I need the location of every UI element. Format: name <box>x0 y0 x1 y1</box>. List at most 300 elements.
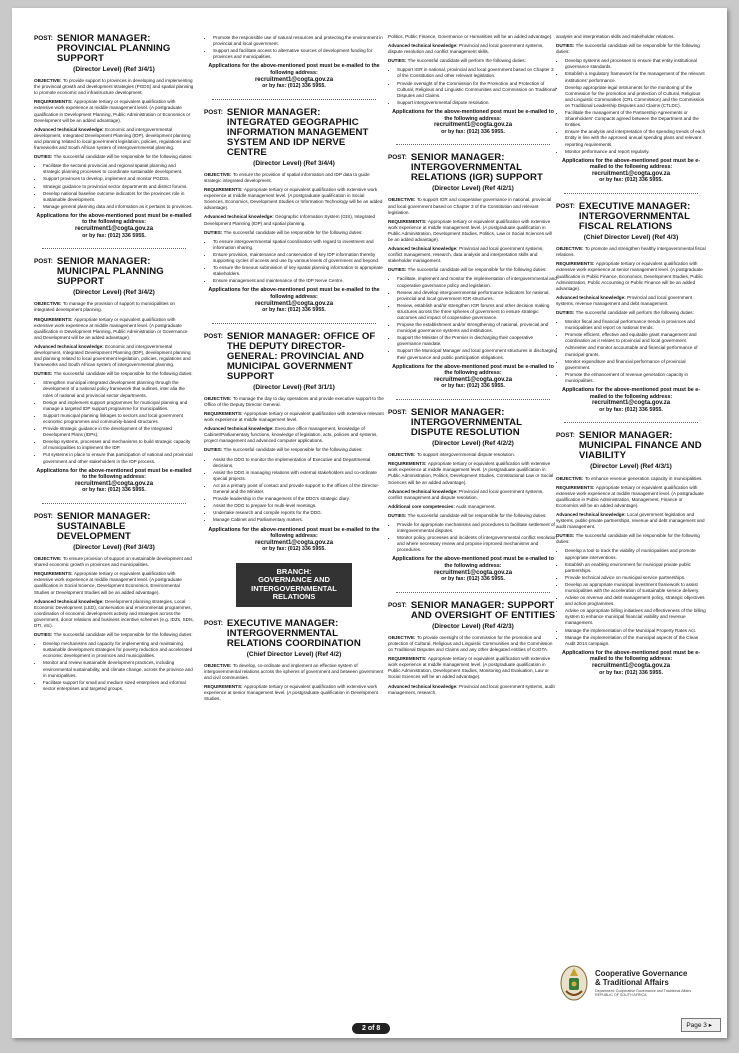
duty-item: • Monitor performance and report regularly. <box>565 149 706 155</box>
ad-gis-idp-nerve-centre <box>204 108 384 314</box>
ad-sustainable-development-continued <box>204 35 384 90</box>
duties-text: The successful candidate will be responsible for the following duties: <box>407 267 547 273</box>
duty-item: • Facilitate, implement and monitor the implementation of intergovernmental and cooperative governance policy and legislation. <box>397 276 558 288</box>
post-label: POST: <box>204 619 223 627</box>
post-label: POST: <box>556 432 575 440</box>
ad-title: SENIOR MANAGER: SUSTAINABLE DEVELOPMENT <box>56 510 151 542</box>
duty-item: • Provide oversight of the Commission for the Promotion and Protection of Cultural, Religious and Linguistic Communities and Commission on Traditional Disputes and Claims. <box>397 81 558 99</box>
ad-reference: (Director Level) (Ref 4/2/1) <box>432 185 514 193</box>
requirements-text: Appropriate tertiary or equivalent qualification with extensive work experience at middle management level. (A postgraduate qualification in Development Planning, Public Administration or Governance and Development will be an added advantage). <box>34 316 188 340</box>
objective-label: OBJECTIVE: <box>204 662 233 668</box>
page-number: 2 of 8 <box>352 1023 390 1034</box>
apply-email[interactable]: recruitment1@cogta.gov.za <box>74 226 154 233</box>
duties-label: DUTIES: <box>388 58 408 64</box>
branch-line-1: BRANCH: <box>276 566 312 576</box>
apply-email[interactable]: recruitment1@cogta.gov.za <box>591 170 671 177</box>
vacancy-page <box>12 8 727 1038</box>
duties <box>204 447 384 453</box>
objective-label: OBJECTIVE: <box>34 78 63 84</box>
requirements-label: REQUIREMENTS: <box>204 684 244 690</box>
knowledge-text: Economic and intergovernmental development, Integrated Development Planning (IDP), development planning and planning related to local government legislation, policies, regulations and frameworks and South African system of intergovernmental planning. <box>34 343 191 368</box>
requirements-label: REQUIREMENTS: <box>204 187 244 193</box>
knowledge <box>204 214 384 226</box>
apply-fax: or by fax: (012) 336 5955. <box>441 383 505 390</box>
requirements-label: REQUIREMENTS: <box>34 316 74 322</box>
duty-item: • Develop appropriate legal instruments for the monitoring of the Commission for the promotion and protection of Cultural, Religious and Linguistic Communities (CRL Commission) and the Commission on Traditional Leadership Disputes and Claims (CTLDC). <box>565 85 706 109</box>
requirements <box>388 461 558 485</box>
ad-reference: (Director Level) (Ref 3/4/4) <box>253 159 335 167</box>
duty-item: • Promote the responsible use of natural resources and protecting the environment in provincial and local government. <box>213 35 384 47</box>
ad-header <box>388 601 558 621</box>
duty-item: • Ensure provision, maintenance and conservation of key IDP information thereby supporting cycles of access and use by various levels of government and beyond. <box>213 252 384 264</box>
duty-item: • Design and implement support programmes for municipal planning and manage a targeted IDP support programme for municipalities. <box>43 400 194 412</box>
objective-text: To manage the provision of support to municipalities on integrated development planning. <box>34 301 175 313</box>
duties <box>556 310 706 316</box>
requirements <box>34 317 194 341</box>
requirements <box>34 99 194 123</box>
duty-item: • Facilitate the management of the Partnership Agreements or Shareholders' Compacts agreed between the Department and the Entities. <box>565 110 706 128</box>
knowledge-label: Advanced technical knowledge: <box>388 246 459 252</box>
duty-item: • Act as a primary point of contact and provide support to the offices of the Director-General and the Minister. <box>213 483 384 495</box>
duty-item: • Assist the DDG to monitor the implementation of Executive and Departmental decisions. <box>213 457 384 469</box>
duty-item: • Advise on revenue and debt management policy, strategic objectives and action programmes. <box>565 595 706 607</box>
ad-title: SENIOR MANAGER: INTERGOVERNMENTAL DISPUTE RESOLUTION <box>410 407 522 439</box>
objective-text: To support intergovernmental dispute resolution. <box>416 452 515 458</box>
logo-line-1: Cooperative Governance <box>595 968 688 978</box>
objective <box>204 396 384 408</box>
knowledge <box>204 426 384 444</box>
branch-banner <box>236 563 352 607</box>
next-page-label: Page 3 <box>686 1022 707 1029</box>
objective-text: To ensure the provision of spatial information and IDP data to guide strategic integrated development. <box>204 171 370 183</box>
objective <box>34 556 194 568</box>
duty-item: • Promote the enhancement of revenue generation capacity in municipalities. <box>565 372 706 384</box>
apply-fax: or by fax: (012) 336 5955. <box>262 307 326 314</box>
objective-label: OBJECTIVE: <box>204 395 233 401</box>
requirements-label: REQUIREMENTS: <box>204 411 244 416</box>
duties <box>556 533 706 545</box>
apply-text: Applications for the above-mentioned post must be e-mailed to the following address: <box>392 556 554 570</box>
requirements-text: Appropriate tertiary or equivalent qualification with extensive work experience at senior management level. (A postgraduate qualification in Public Finance, Economics, Development Studies, Public Administration, Public Accounting or Public Finance will be an added advantage). <box>556 261 703 291</box>
post-label: POST: <box>204 332 223 340</box>
ad-header <box>34 512 194 542</box>
ad-reference: (Director Level) (Ref 4/2/3) <box>432 622 514 630</box>
duty-item: • Establish an enabling environment for municipal private public partnerships. <box>565 562 706 574</box>
ad-title: SENIOR MANAGER: SUPPORT AND OVERSIGHT OF ENTITIES <box>410 599 556 621</box>
duties-list <box>213 35 384 60</box>
duty-item: • Develop an appropriate municipal investment framework to assist municipalities with the acceleration of sustainable service delivery. <box>565 582 706 594</box>
duty-item: • Support the Minister of the Premier in discharging their cooperative governance mandate. <box>397 335 558 347</box>
duties-list <box>397 67 558 106</box>
duties-text: The successful candidate will be responsible for the following duties: <box>53 632 193 638</box>
requirements <box>204 411 384 423</box>
duty-item: • Facilitate the sectoral provincial and regional spatial planning and strategic planning processes to coordinate sustainable development. <box>43 163 194 175</box>
duties-list <box>43 641 194 692</box>
duties-label: DUTIES: <box>204 229 224 235</box>
extra-text: Audit management. <box>455 503 496 509</box>
apply-fax: or by fax: (012) 336 5955. <box>441 576 505 583</box>
separator <box>212 323 376 324</box>
ad-title: SENIOR MANAGER: INTEGRATED GEOGRAPHIC INFORMATION MANAGEMENT SYSTEM AND IDP NERVE CENTRE <box>226 106 369 158</box>
duty-item: • Propose the establishment and/or strengthening of national, provincial and municipal governance systems and institutions. <box>397 322 558 334</box>
apply-fax: or by fax: (012) 336 5955. <box>82 487 146 494</box>
application-instructions <box>34 468 194 494</box>
objective-label: OBJECTIVE: <box>204 171 233 177</box>
objective <box>204 663 384 681</box>
branch-line-4: RELATIONS <box>272 592 316 602</box>
apply-fax: or by fax: (012) 336 5955. <box>441 128 505 135</box>
ad-header <box>204 619 384 649</box>
ad-provincial-planning-support <box>34 34 194 239</box>
requirements <box>388 219 558 243</box>
duty-item: • Provide for appropriate mechanisms and procedures to facilitate settlement of intergovernmental disputes. <box>397 522 558 534</box>
apply-text: Applications for the above-mentioned post must be e-mailed to the following address: <box>561 649 701 663</box>
apply-fax: or by fax: (012) 336 5955. <box>262 83 326 90</box>
duties-list <box>397 276 558 360</box>
duties-list <box>565 319 706 384</box>
objective <box>388 635 558 653</box>
application-instructions <box>388 556 558 582</box>
duty-item: • Strategic guidance to provincial sector departments and district forums. <box>43 184 194 190</box>
duty-item: • Review and develop intergovernmental performance indicators for national, provincial and local government IGR structures. <box>397 290 558 302</box>
objective-label: OBJECTIVE: <box>388 197 417 203</box>
knowledge-text: Provincial and local government systems, conflict management and dispute resolution. <box>388 488 544 500</box>
knowledge <box>34 127 194 151</box>
ad-header <box>204 108 384 158</box>
apply-text: Applications for the above-mentioned post must be e-mailed to the following address: <box>392 108 554 122</box>
knowledge <box>34 344 194 368</box>
ad-reference: (Director Level) (Ref 3/4/2) <box>73 289 155 297</box>
column-2 <box>204 34 384 712</box>
apply-email[interactable]: recruitment1@cogta.gov.za <box>74 480 154 487</box>
duty-item: • Provide leadership in the management of the DDG's strategic diary. <box>213 496 384 502</box>
knowledge-label: Advanced technical knowledge: <box>204 426 275 432</box>
apply-fax: or by fax: (012) 336 5955. <box>82 232 146 239</box>
separator <box>42 503 186 504</box>
ad-dispute-resolution <box>388 408 558 583</box>
requirements <box>556 261 706 291</box>
objective <box>34 78 194 96</box>
duty-item: • Support municipal planning linkages to sectors and local government economic programmes and community-based structures. <box>43 413 194 425</box>
knowledge <box>556 512 706 530</box>
post-label: POST: <box>388 601 407 609</box>
duties <box>204 230 384 236</box>
cogta-logo <box>558 960 720 1006</box>
logo-line-2: & Traditional Affairs <box>595 977 669 987</box>
duty-item: • Assist the DDG in managing relations with external stakeholders and co-ordinate special projects. <box>213 470 384 482</box>
knowledge-text: Geographic Information System (GIS), Integrated Development Planning (IDP) and spatial planning. <box>204 214 376 226</box>
ad-municipal-finance-viability <box>556 431 706 676</box>
knowledge-text: Provincial and local government systems, revenue management and debt management. <box>556 294 693 306</box>
objective-text: To provide oversight of the commission for the promotion and protection of Cultural, Religious and Linguistic Communities and the Commission on Traditional Disputes and Claims and any other delegated entities of CoGTA. <box>388 634 553 653</box>
ad-title: SENIOR MANAGER: OFFICE OF THE DEPUTY DIRECTOR-GENERAL: PROVINCIAL AND MUNICIPAL GOVERNMENT SUPPORT <box>226 330 376 382</box>
duty-item: • Review, establish and/or strengthen IGR forums and other decision making structures across the three spheres of government to ensure strategic outcomes and impact of cooperative governance. <box>397 303 558 321</box>
duty-item: • Monitor policy, processes and incidents of intergovernmental conflict resolution and where necessary review and propose improved mechanisms and procedures. <box>397 535 558 553</box>
duties-list <box>397 522 558 553</box>
post-label: POST: <box>34 258 53 266</box>
duties <box>34 371 194 377</box>
logo-line-3: Department: Cooperative Governance and Traditional Affairs <box>595 988 692 993</box>
ad-municipal-planning-support <box>34 257 194 494</box>
duties-label: DUTIES: <box>556 533 576 539</box>
knowledge-label: Advanced technical knowledge: <box>388 43 459 49</box>
knowledge-label: Advanced technical knowledge: <box>388 488 459 494</box>
ad-header <box>556 431 706 461</box>
duties <box>34 632 194 638</box>
requirements <box>388 656 558 680</box>
knowledge-text: Economic and intergovernmental development, Integrated Development Planning (IDP), development planning and planning related to local government legislation, policies, regulations and frameworks and South African system of intergovernmental planning. <box>34 126 191 151</box>
post-label: POST: <box>388 409 407 417</box>
duty-item: • Develop national baseline outcome indicators for the provinces role in sustainable development. <box>43 191 194 203</box>
branch-line-3: INTERGOVERNMENTAL <box>251 583 337 593</box>
duty-item: • Manage general planning data and information as it pertains to provinces. <box>43 204 194 210</box>
apply-email[interactable]: recruitment1@cogta.gov.za <box>591 400 671 407</box>
apply-email[interactable]: recruitment1@cogta.gov.za <box>433 569 513 576</box>
apply-text: Applications for the above-mentioned post must be e-mailed to the following address: <box>208 63 380 76</box>
apply-text: Applications for the above-mentioned post must be e-mailed to the following address: <box>36 212 192 226</box>
separator <box>212 99 376 100</box>
knowledge-label: Advanced technical knowledge: <box>34 126 105 132</box>
ad-igr-support <box>388 153 558 390</box>
duties-list <box>213 457 384 524</box>
requirements-text: Appropriate tertiary or equivalent qualification with extensive work experience at middle management level. (A postgraduate qualification in Development Planning, Public Administration or Economics or Development will be an added advantage). <box>34 99 191 123</box>
ad-support-oversight-entities <box>388 601 558 696</box>
knowledge <box>388 246 558 264</box>
duty-item: • Support intergovernmental dispute resolution. <box>397 100 558 106</box>
apply-text: Applications for the above-mentioned post must be e-mailed to the following address: <box>561 157 701 171</box>
duties-label: DUTIES: <box>34 632 54 638</box>
requirements-text: Appropriate tertiary or equivalent qualification with extensive work experience at senior management level. (A postgraduate qualification in Development Studies, <box>204 684 378 702</box>
ad-title: SENIOR MANAGER: PROVINCIAL PLANNING SUPPORT <box>56 33 171 64</box>
objective <box>204 172 384 184</box>
apply-text: Applications for the above-mentioned post must be e-mailed to the following address: <box>561 387 701 400</box>
requirements <box>204 684 384 702</box>
apply-fax: or by fax: (012) 336 5955. <box>262 546 326 553</box>
application-instructions <box>204 63 384 89</box>
post-label: POST: <box>556 203 575 211</box>
apply-email[interactable]: recruitment1@cogta.gov.za <box>591 663 671 670</box>
knowledge-text: Provincial and local government systems, audit management, research, <box>388 683 555 695</box>
knowledge-section <box>388 43 558 55</box>
separator <box>564 422 698 423</box>
objective-label: OBJECTIVE: <box>556 246 585 252</box>
ad-title: SENIOR MANAGER: INTERGOVERNMENTAL RELATIONS (IGR) SUPPORT <box>410 152 543 184</box>
apply-text: Applications for the above-mentioned post must be e-mailed to the following address: <box>392 363 554 377</box>
duties-intro: The successful candidate will perform the following duties: <box>407 58 526 64</box>
duties-list <box>213 239 384 285</box>
objective-text: To ensure provision of support on sustainable development and shared economic growth in provinces and municipalities. <box>34 556 192 568</box>
ad-fiscal-relations <box>556 202 706 413</box>
next-page-button[interactable]: Page 3 ▸ <box>681 1018 721 1032</box>
duty-item: • Develop mechanisms and capacity for implementing and maintaining sustainable development strategies for poverty reduction and accelerated economic development in provinces and municipalities. <box>43 641 194 659</box>
application-instructions <box>556 158 706 184</box>
duties-text: The successful candidate will be responsible for the following duties: <box>556 533 700 545</box>
duty-item: • Manage the implementation of the Municipal Property Rates Act. <box>565 628 706 634</box>
requirements-label: REQUIREMENTS: <box>34 571 74 577</box>
requirements <box>204 187 384 211</box>
duties <box>388 513 558 519</box>
requirements-label: REQUIREMENTS: <box>388 461 428 467</box>
duty-item: • Facilitate support for small and medium sized enterprises and informal sector enterprises and targeted groups. <box>43 680 194 692</box>
knowledge-label: Advanced technical knowledge: <box>34 598 105 604</box>
extra-label: Additional core competencies: <box>388 503 455 509</box>
separator <box>396 144 550 145</box>
duties-list <box>565 58 706 154</box>
ad-header <box>388 408 558 438</box>
ad-igr-coordination-continued <box>388 34 558 135</box>
knowledge-label: Advanced technical knowledge: <box>556 511 627 517</box>
apply-email[interactable]: recruitment1@cogta.gov.za <box>254 300 334 307</box>
apply-email[interactable]: recruitment1@cogta.gov.za <box>433 122 513 129</box>
duties <box>34 154 194 160</box>
duties-text: The successful candidate will be responsible for the following duties: <box>223 229 363 235</box>
apply-fax: or by fax: (012) 336 5955. <box>599 406 663 413</box>
objective-label: OBJECTIVE: <box>388 634 417 640</box>
application-instructions <box>556 650 706 676</box>
continued-text: analysis and interpretation skills and stakeholder relations. <box>556 34 675 39</box>
objective <box>556 476 706 482</box>
objective-text: To provide support to provinces in developing and implementing the provincial growth and development strategies (PGDS) and spatial planning to promote economic and infrastructure development. <box>34 78 194 96</box>
application-instructions <box>388 364 558 390</box>
duty-item: • Develop a tool to track the viability of municipalities and promote appropriate interventions. <box>565 548 706 560</box>
separator <box>396 592 550 593</box>
post-label: POST: <box>34 512 53 520</box>
duties <box>388 267 558 273</box>
apply-email[interactable]: recruitment1@cogta.gov.za <box>433 376 513 383</box>
apply-email[interactable]: recruitment1@cogta.gov.za <box>254 76 334 83</box>
requirements-text: Appropriate tertiary or equivalent qualification with extensive relevant work experience at middle management level. <box>204 411 384 423</box>
ad-header <box>388 153 558 183</box>
ad-header <box>204 332 384 382</box>
duty-item: • Manage Cabinet and Parliamentary matters. <box>213 517 384 523</box>
duty-item: • Provide technical advice on municipal service partnerships. <box>565 575 706 581</box>
objective-text: To enhance revenue generation capacity in municipalities. <box>584 475 703 481</box>
requirements <box>556 485 706 509</box>
separator <box>396 399 550 400</box>
duty-item: • Administer and monitor accountable and financial performance of municipal grants. <box>565 345 706 357</box>
duty-item: • Develop systems, processes and mechanisms to build strategic capacity of municipalities to implement the IDP. <box>43 439 194 451</box>
ad-title: SENIOR MANAGER: MUNICIPAL PLANNING SUPPORT <box>56 256 164 288</box>
duty-item: • Ensure management and maintenance of the IDP Nerve Centre. <box>213 278 384 284</box>
duties-list <box>565 548 706 646</box>
duty-item: • Manage the implementation of the municipal aspects of the Clean Audit 2014 campaign. <box>565 635 706 647</box>
post-label: POST: <box>34 35 53 42</box>
application-instructions <box>204 527 384 553</box>
apply-email[interactable]: recruitment1@cogta.gov.za <box>254 539 334 546</box>
ad-reference: (Director Level) (Ref 3/4/3) <box>73 543 155 551</box>
knowledge <box>388 489 558 501</box>
post-label: POST: <box>388 154 407 162</box>
requirements-text: Appropriate tertiary or equivalent qualification with extensive work experience at middle management level. (A postgraduate qualification in Public Administration, Development Studies, Politics, Law or Social Sciences will be an added advantage). <box>388 218 552 242</box>
objective <box>388 197 558 215</box>
application-instructions <box>34 213 194 239</box>
knowledge-text: Development planning strategies, Local Economic Development (LED), conservation and environmental programmes, coordination of economic development activity and strategies across the government, donor relations and business incentive schemes (e.g. IDZs, SDIs, DTI, etc). <box>34 598 194 628</box>
duty-item: • Provide strategic guidance in the development of the Integrated Development Plans (IDPs). <box>43 426 194 438</box>
apply-text: Applications for the above-mentioned post must be e-mailed to the following address: <box>208 287 380 300</box>
ad-reference: (Chief Director Level) (Ref 4/2) <box>246 650 342 658</box>
apply-text: Applications for the above-mentioned post must be e-mailed to the following address: <box>208 526 380 540</box>
apply-fax: or by fax: (012) 336 5955. <box>599 177 663 184</box>
requirements-text: Appropriate tertiary or equivalent qualification with extensive work experience at middle management level. (A postgraduate qualification in Public Administration, Politics, Development Studies, Constitutional Law or Social Sciences will be an added advantage). <box>388 461 554 485</box>
apply-text: Applications for the above-mentioned post must be e-mailed to the following address: <box>36 467 192 481</box>
duties-text: The successful candidate will be responsible for the following duties: <box>53 154 193 160</box>
duty-item: • Strengthen municipal integrated development planning through the development of a national policy framework that outlines, inter alia the roles of national and provincial sector departments. <box>43 380 194 398</box>
ad-header <box>34 257 194 287</box>
knowledge-label: Advanced technical knowledge: <box>34 343 105 349</box>
column-4 <box>556 34 706 685</box>
knowledge-label: Advanced technical knowledge: <box>556 294 627 300</box>
requirements-label: REQUIREMENTS: <box>388 218 428 224</box>
duty-item: • Promote efficient, effective and equitable grant management and coordination as it relates to provincial and local government. <box>565 332 706 344</box>
duties-label: DUTIES: <box>204 447 224 453</box>
ad-reference: (Director Level) (Ref 4/3/1) <box>590 463 672 471</box>
ad-sustainable-development <box>34 512 194 692</box>
separator <box>42 248 186 249</box>
duty-item: • Put systems in place to ensure that participation of national and provincial government and other stakeholders in the IDP process. <box>43 452 194 464</box>
application-instructions <box>388 109 558 135</box>
duties-text: The successful candidate will be responsible for the following duties: <box>223 447 363 453</box>
column-3 <box>388 34 558 705</box>
duties-section <box>556 43 706 55</box>
duty-item: • Establish a regulatory framework for the management of the relevant institutions' performance. <box>565 71 706 83</box>
knowledge-text: Local government legislation and systems, public-private partnerships, revenue and debt management and audit management. <box>556 511 705 530</box>
ad-header <box>556 202 706 232</box>
branch-line-2: GOVERNANCE AND <box>258 575 330 585</box>
duty-item: • Monitor and review sustainable development practices, including environmental sustainability, and climate change, across the province and in municipalities. <box>43 660 194 678</box>
post-label: POST: <box>204 108 223 116</box>
ad-reference: (Director Level) (Ref 3/1/1) <box>253 383 335 391</box>
duties-section <box>388 58 558 64</box>
objective <box>34 301 194 313</box>
objective-label: OBJECTIVE: <box>556 475 585 481</box>
duties-label: DUTIES: <box>556 43 576 49</box>
duty-item: • Advise on appropriate billing initiatives and effectiveness of the billing system to enhance municipal financial viability and revenue management. <box>565 608 706 626</box>
application-instructions <box>204 287 384 313</box>
duties-text: The successful candidate will perform the following duties: <box>575 310 694 315</box>
ad-title: EXECUTIVE MANAGER: INTERGOVERNMENTAL FISCAL RELATIONS <box>578 201 691 233</box>
requirements-label: REQUIREMENTS: <box>34 99 74 105</box>
ad-header <box>34 34 194 64</box>
ad-reference: (Chief Director Level) (Ref 4/3) <box>583 234 679 242</box>
objective-text: To support IGR and cooperative governance in national, provincial and local government based on Chapter 3 of the Constitution and relevant legislation. <box>388 197 552 215</box>
duties-text: The successful candidate will be responsible for the following duties: <box>53 371 193 377</box>
knowledge-label: Advanced technical knowledge: <box>204 214 275 220</box>
requirements-label: REQUIREMENTS: <box>556 484 596 490</box>
ad-reference: (Director Level) (Ref 3/4/1) <box>73 66 155 73</box>
duty-item: • Assist the DDG to prepare for multi-level meetings. <box>213 503 384 509</box>
objective <box>556 246 706 258</box>
duty-item: • Develop systems and processes to ensure that entity institutional governance standards. <box>565 58 706 70</box>
column-1 <box>34 34 194 701</box>
knowledge <box>34 599 194 629</box>
logo-line-4: REPUBLIC OF SOUTH AFRICA <box>595 993 647 997</box>
extra-competencies <box>388 504 558 510</box>
duties-intro: The successful candidate will be responsible for the following duties: <box>556 43 700 55</box>
logo-text <box>595 969 691 997</box>
ad-office-of-ddg <box>204 332 384 553</box>
duties-label: DUTIES: <box>556 310 576 315</box>
requirements-text: Appropriate tertiary or equivalent qualification with extensive work experience at middle management level. (A postgraduate qualification in Social Science, Development Economics, Environmental Studies or Development Studies will be an added advantage). <box>34 571 182 595</box>
objective <box>388 452 558 458</box>
duty-item: • To ensure the timeous submission of key spatial planning information to appropriate stakeholders. <box>213 265 384 277</box>
coat-of-arms-icon <box>558 963 590 1003</box>
application-instructions <box>556 387 706 413</box>
knowledge-text: Executive office management, knowledge of Cabinet/Parliamentary functions, knowledge of legislation, acts, policies and systems, project management and advanced computer applications. <box>204 426 378 444</box>
requirements-text: Appropriate tertiary or equivalent qualification with extensive work experience at middle management level. (A postgraduate qualification in Public Administration, Development Studies, Monitoring and Evaluation, Law or Social Sciences will be an added advantage). <box>388 656 551 680</box>
duties-list <box>43 163 194 210</box>
duties-text: The successful candidate will be responsible for the following duties: <box>407 512 547 518</box>
duties-label: DUTIES: <box>34 371 54 377</box>
